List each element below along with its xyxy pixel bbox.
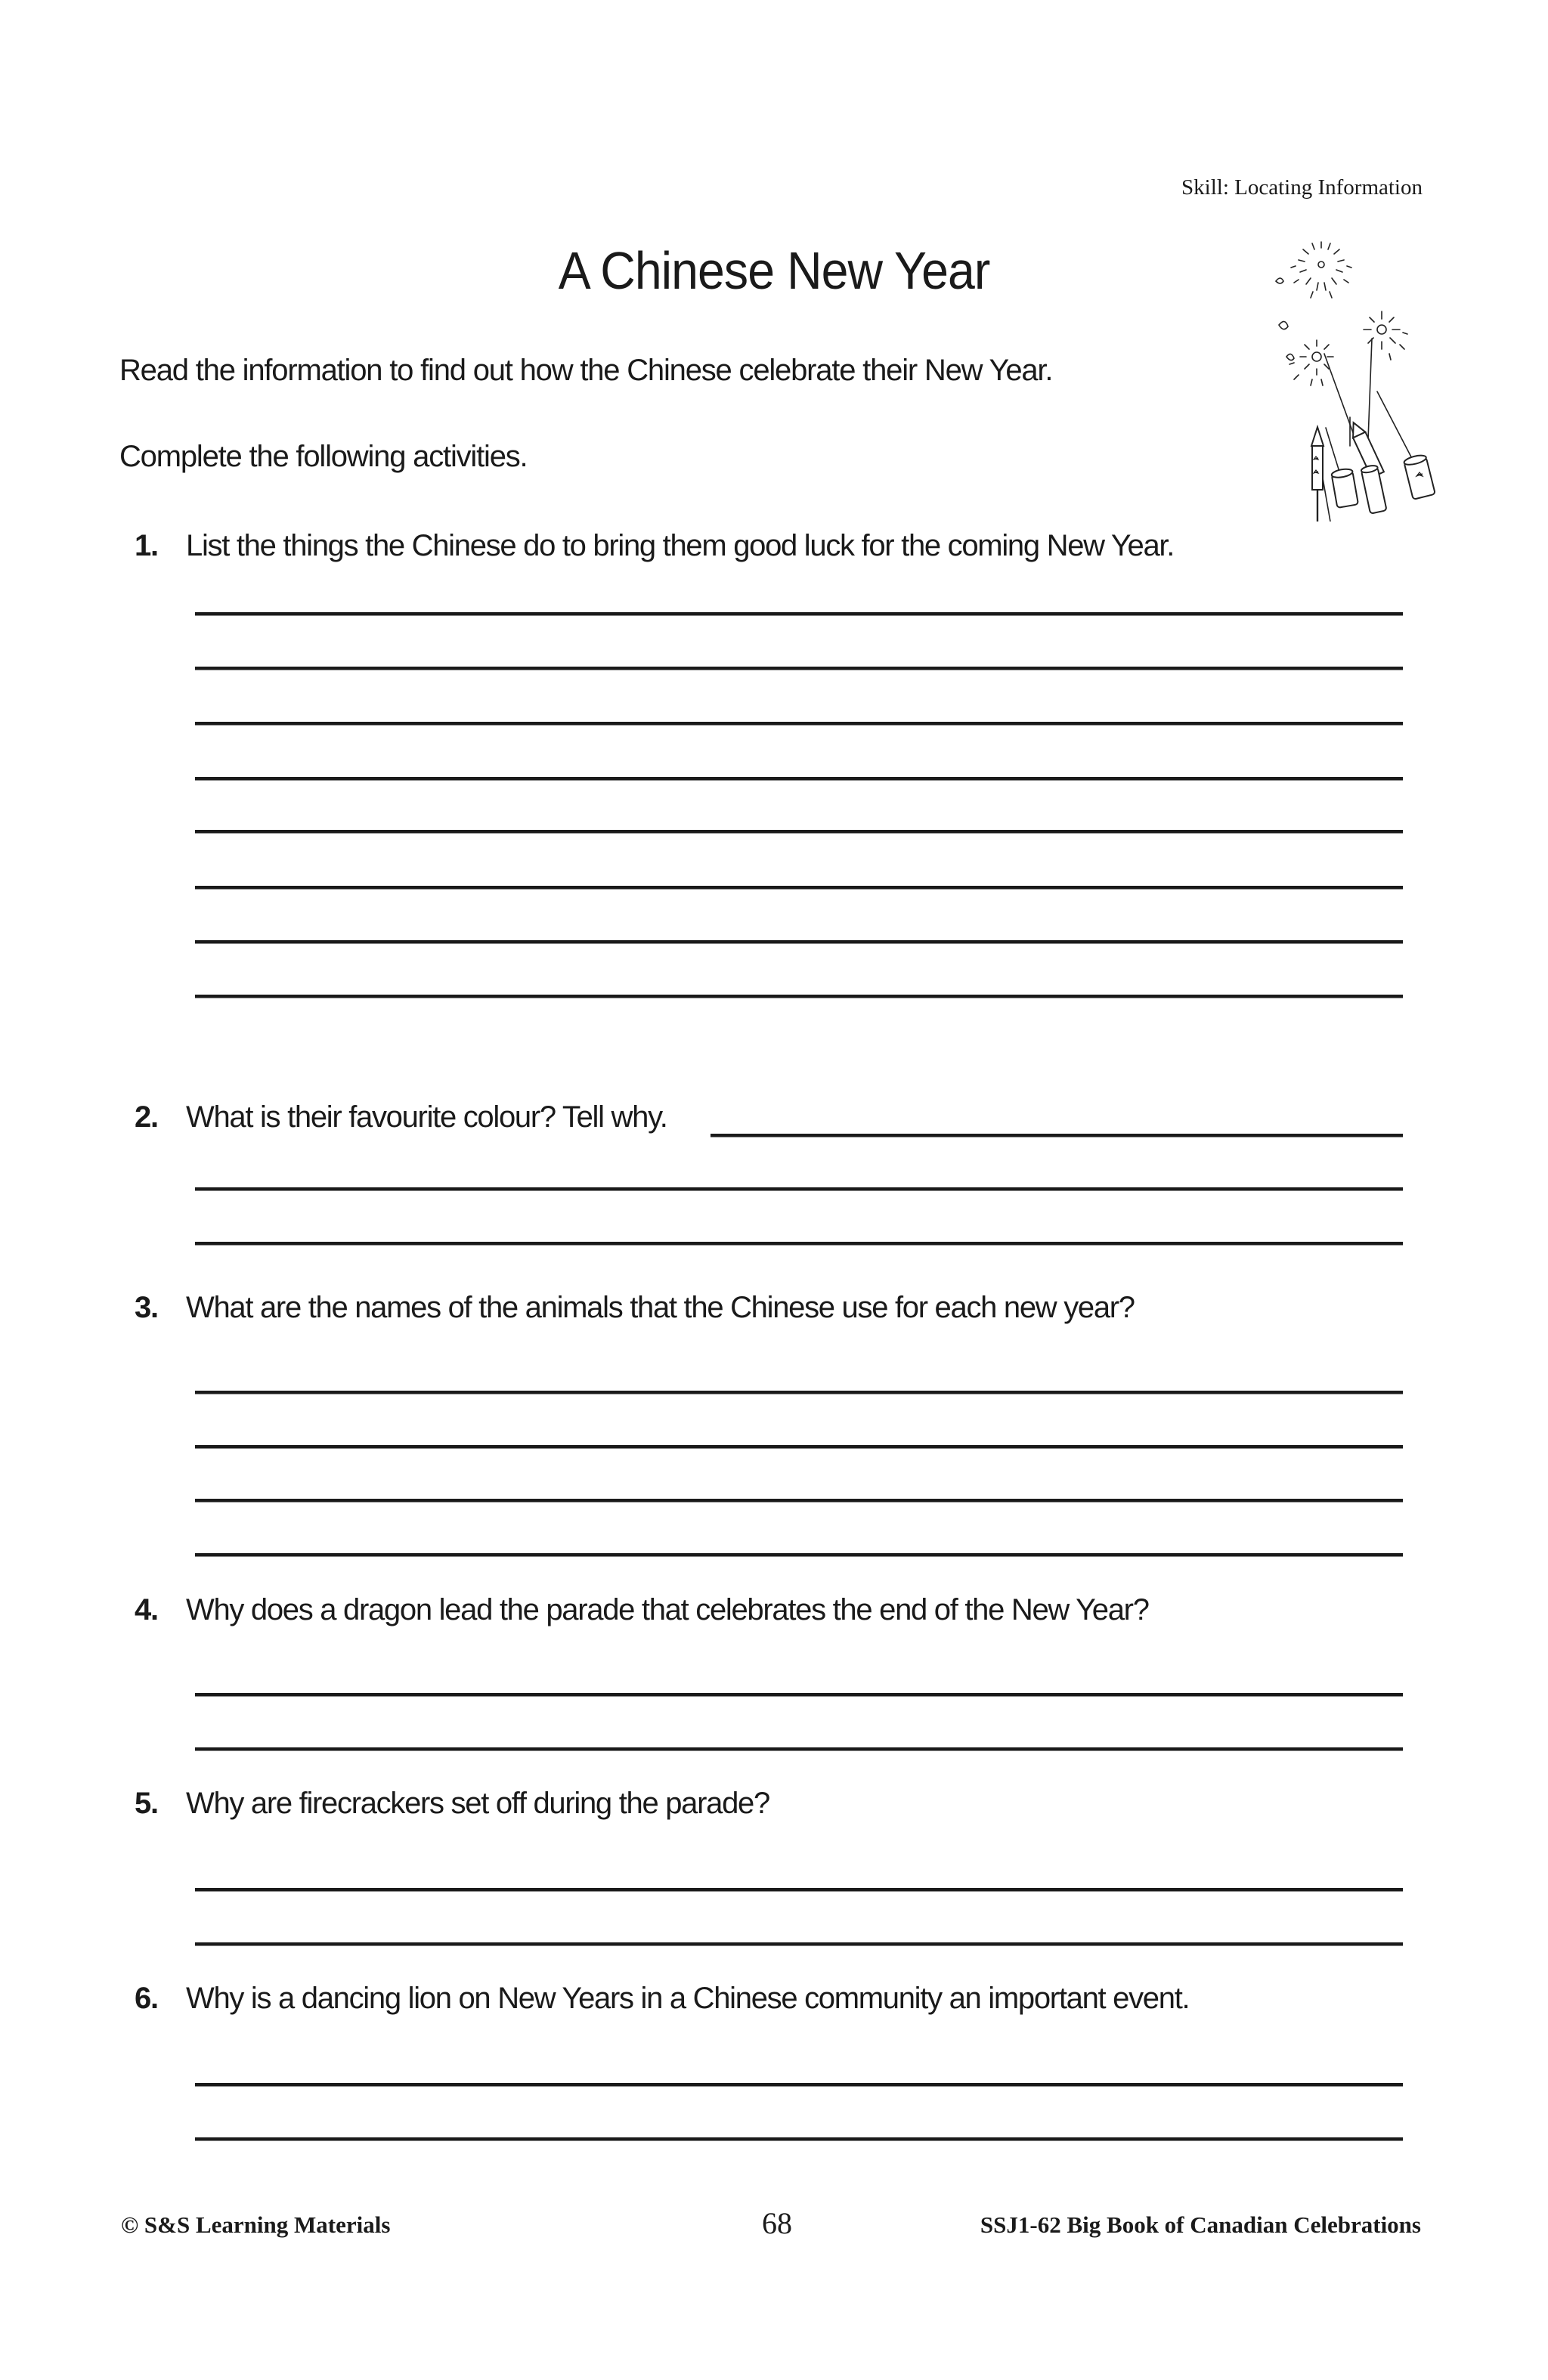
- answer-line-q3-3[interactable]: [195, 1499, 1403, 1503]
- question-6: [135, 1982, 1189, 2016]
- instruction-read-text: Read the information to find out how the Chinese celebrate their New Year.: [119, 354, 1053, 387]
- question-1: [135, 529, 1174, 563]
- question-text: Why are firecrackers set off during the parade?: [186, 1787, 769, 1820]
- answer-line-q1-3[interactable]: [195, 722, 1403, 726]
- question-number: 2.: [135, 1100, 158, 1134]
- answer-line-q2-2[interactable]: [195, 1242, 1403, 1246]
- answer-line-q4-2[interactable]: [195, 1747, 1403, 1751]
- question-text: Why does a dragon lead the parade that celebrates the end of the New Year?: [186, 1593, 1149, 1626]
- question-text: What are the names of the animals that the Chinese use for each new year?: [186, 1291, 1135, 1324]
- question-text: Why is a dancing lion on New Years in a Chinese community an important event.: [186, 1982, 1190, 2015]
- answer-line-q6-2[interactable]: [195, 2137, 1403, 2141]
- answer-line-q5-2[interactable]: [195, 1942, 1403, 1946]
- answer-line-q1-4[interactable]: [195, 777, 1403, 781]
- answer-line-q1-2[interactable]: [195, 667, 1403, 670]
- fireworks-icon: [1232, 219, 1436, 521]
- question-text: What is their favourite colour? Tell why.: [186, 1100, 667, 1134]
- answer-line-q1-1[interactable]: [195, 612, 1403, 616]
- answer-line-q1-5[interactable]: [195, 830, 1403, 834]
- question-2: [135, 1100, 667, 1134]
- instruction-read: [119, 354, 1052, 388]
- question-number: 5.: [135, 1787, 158, 1820]
- answer-line-q3-2[interactable]: [195, 1445, 1403, 1449]
- question-5: [135, 1787, 769, 1821]
- answer-line-q2-inline[interactable]: [711, 1134, 1403, 1137]
- question-4: [135, 1593, 1149, 1627]
- page-title-text: A Chinese New Year: [558, 241, 990, 300]
- footer-copyright: © S&S Learning Materials: [121, 2211, 391, 2238]
- instruction-complete-text: Complete the following activities.: [119, 440, 528, 473]
- answer-line-q3-4[interactable]: [195, 1553, 1403, 1557]
- question-text: List the things the Chinese do to bring them good luck for the coming New Year.: [186, 529, 1175, 562]
- question-number: 3.: [135, 1291, 158, 1324]
- question-number: 6.: [135, 1982, 158, 2015]
- answer-line-q1-6[interactable]: [195, 886, 1403, 890]
- footer-book-title: SSJ1-62 Big Book of Canadian Celebrations: [980, 2211, 1421, 2238]
- page-number: 68: [762, 2206, 792, 2240]
- instruction-complete: [119, 440, 527, 474]
- question-number: 4.: [135, 1593, 158, 1626]
- answer-line-q1-7[interactable]: [195, 940, 1403, 944]
- answer-line-q1-8[interactable]: [195, 995, 1403, 998]
- answer-line-q3-1[interactable]: [195, 1391, 1403, 1394]
- answer-line-q4-1[interactable]: [195, 1693, 1403, 1697]
- answer-line-q6-1[interactable]: [195, 2083, 1403, 2087]
- skill-label: Skill: Locating Information: [1181, 175, 1423, 200]
- question-3: [135, 1291, 1135, 1325]
- answer-line-q5-1[interactable]: [195, 1888, 1403, 1892]
- question-number: 1.: [135, 529, 158, 562]
- answer-line-q2-1[interactable]: [195, 1187, 1403, 1191]
